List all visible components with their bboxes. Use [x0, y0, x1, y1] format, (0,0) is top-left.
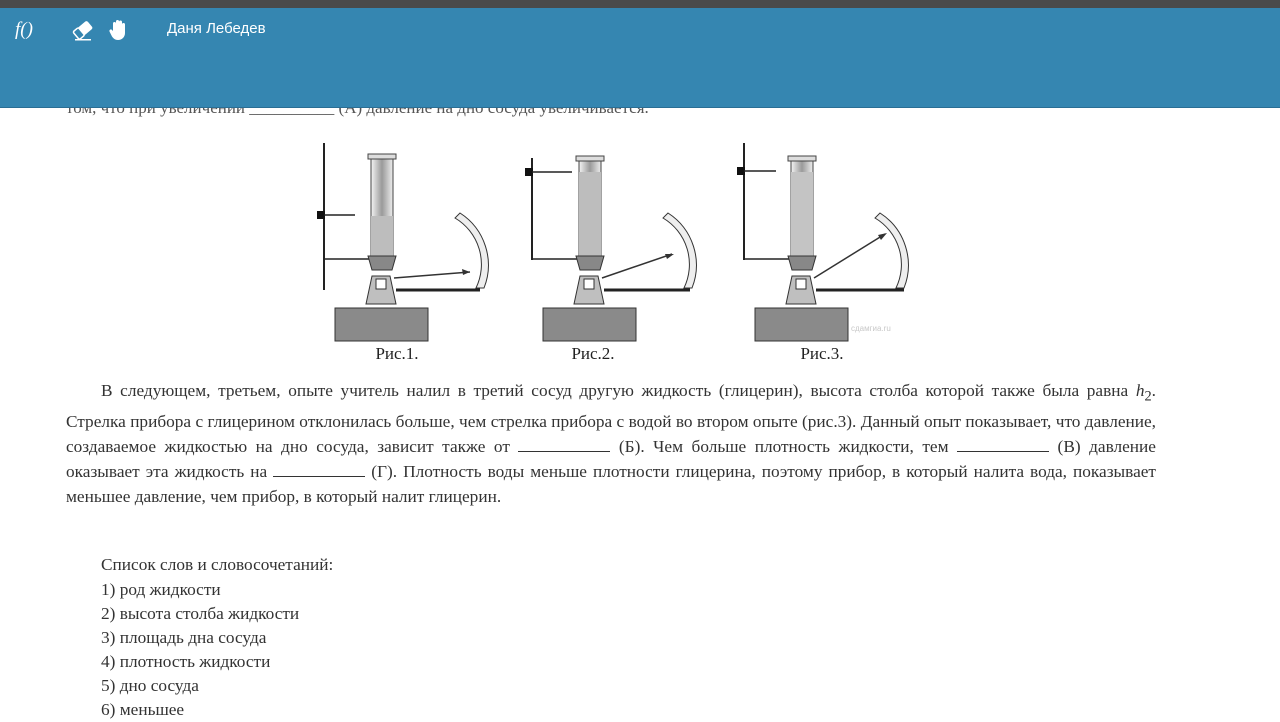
- blank-b: [518, 439, 610, 452]
- hand-icon[interactable]: [106, 17, 132, 43]
- list-item: 6) меньшее: [101, 700, 185, 719]
- list-item: 1) род жидкости: [101, 580, 221, 599]
- user-name: Даня Лебедев: [167, 20, 266, 37]
- figure-1: [317, 143, 488, 341]
- figure-caption-3: Рис.3.: [800, 344, 844, 363]
- watermark: сдамгиа.ru: [851, 324, 891, 333]
- list-item: 4) плотность жидкости: [101, 652, 271, 671]
- eraser-icon[interactable]: [70, 17, 96, 43]
- list-item: 2) высота столба жидкости: [101, 604, 300, 623]
- paragraph-part-v: (В) давление оказывает эта жидкость на: [66, 437, 1156, 482]
- window-top-strip: [0, 0, 1280, 8]
- whiteboard-toolbar: [0, 8, 1280, 108]
- word-list: [101, 578, 299, 722]
- figure-caption-1: Рис.1.: [375, 344, 419, 363]
- list-item: 3) площадь дна сосуда: [101, 628, 267, 647]
- paragraph-part-b: (Б). Чем больше плотность жидкости, тем: [610, 437, 958, 457]
- figure-2: [525, 156, 696, 341]
- blank-v: [957, 439, 1049, 452]
- paragraph-part-2: . Стрелка прибора с глицерином отклонилась больше, чем стрелка прибора с водой во втором опыте (рис.3). Данный опыт показывает, что давление, создаваемое жидкостью на дно сосуда, зависит также от: [66, 381, 1156, 457]
- figure-3: [737, 143, 908, 341]
- h-subscript: 2: [1144, 388, 1152, 405]
- list-item: 5) дно сосуда: [101, 676, 199, 695]
- paragraph-part-g: (Г). Плотность воды меньше плотности глицерина, поэтому прибор, в который налита вода, показывает меньшее давление, чем прибор, в который налит глицерин.: [66, 462, 1156, 507]
- h-symbol: h: [1135, 381, 1145, 400]
- function-icon[interactable]: f(): [15, 19, 33, 40]
- paragraph-part-1: В следующем, третьем, опыте учитель налил в третий сосуд другую жидкость (глицерин), высота столба которой также была равна: [101, 381, 1136, 400]
- blank-g: [273, 464, 365, 477]
- experiment-figures: [300, 138, 940, 370]
- word-list-title: Список слов и словосочетаний:: [101, 555, 334, 574]
- figure-caption-2: Рис.2.: [571, 344, 615, 363]
- task-paragraph: [66, 378, 1156, 509]
